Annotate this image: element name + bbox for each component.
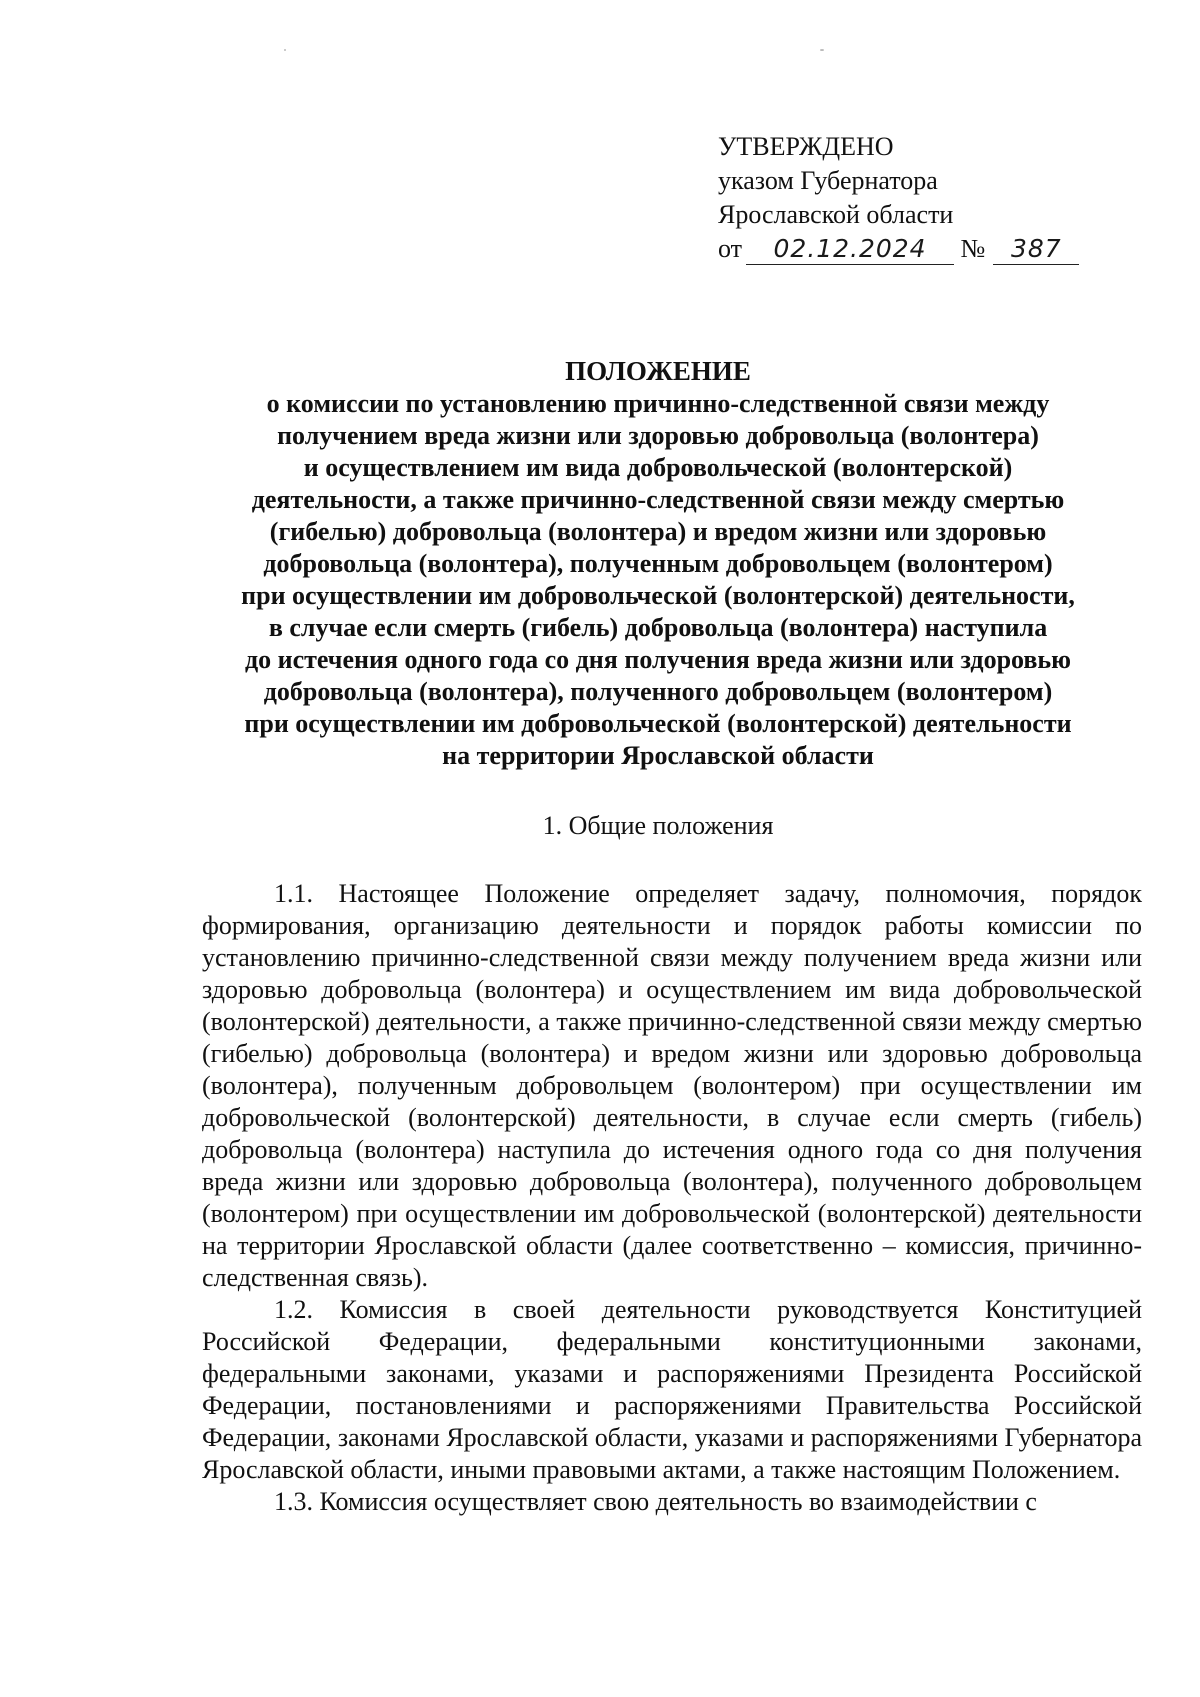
title-line: и осуществлением им вида добровольческой (волонтерской) <box>303 453 1013 482</box>
number-label: № <box>960 234 986 263</box>
approval-date-number-line <box>718 232 1079 266</box>
from-label: от <box>718 234 743 263</box>
title-line: добровольца (волонтера), полученным добровольцем (волонтером) <box>263 549 1053 578</box>
scan-speck <box>284 49 286 51</box>
section-body <box>202 878 1142 1518</box>
title-line: на территории Ярославской области <box>442 741 874 770</box>
paragraph-1-1: 1.1. Настоящее Положение определяет задачу, полномочия, порядок формирования, организацию деятельности и порядок работы комиссии по установлению причинно-следственной связи между получением вреда жизни или здоровью добровольца (волонтера) и осуществлением им вида добровольческой (волонтерской) деятельности, а также причинно-следственной связи между смертью (гибелью) добровольца (волонтера) и вредом жизни или здоровью добровольца (волонтера), полученным добровольцем (волонтером) при осуществлении им добровольческой (волонтерской) деятельности, в случае если смерть (гибель) добровольца (волонтера) наступила до истечения одного года со дня получения вреда жизни или здоровью добровольца (волонтера), полученного добровольцем (волонтером) при осуществлении им добровольческой (волонтерской) деятельности на территории Ярославской области (далее соответственно – комиссия, причинно-следственная связь). <box>202 879 1142 1292</box>
title-heading: ПОЛОЖЕНИЕ <box>565 356 751 386</box>
title-line: до истечения одного года со дня получения вреда жизни или здоровью <box>244 645 1072 674</box>
document-title <box>200 355 1116 772</box>
title-line: получением вреда жизни или здоровью добровольца (волонтера) <box>277 421 1039 450</box>
title-line: (гибелью) добровольца (волонтера) и вредом жизни или здоровью <box>269 517 1047 546</box>
title-line: при осуществлении им добровольческой (волонтерской) деятельности <box>244 709 1072 738</box>
handwritten-date: 02.12.2024 <box>746 234 954 265</box>
approval-decree: указом Губернатора <box>718 166 938 195</box>
title-line: о комиссии по установлению причинно-следственной связи между <box>266 389 1050 418</box>
handwritten-number: 387 <box>993 234 1079 265</box>
paragraph-1-3: 1.3. Комиссия осуществляет свою деятельность во взаимодействии с <box>274 1487 1037 1516</box>
approval-stamp-block <box>718 130 1079 266</box>
scan-speck <box>820 49 824 51</box>
title-line: в случае если смерть (гибель) добровольца (волонтера) наступила <box>268 613 1048 642</box>
approval-title: УТВЕРЖДЕНО <box>718 132 894 161</box>
title-line: при осуществлении им добровольческой (волонтерской) деятельности, <box>241 581 1075 610</box>
title-line: добровольца (волонтера), полученного добровольцем (волонтером) <box>263 677 1053 706</box>
paragraph-1-2: 1.2. Комиссия в своей деятельности руководствуется Конституцией Российской Федерации, федеральными конституционными законами, федеральными законами, указами и распоряжениями Президента Российской Федерации, постановлениями и распоряжениями Правительства Российской Федерации, законами Ярославской области, указами и распоряжениями Губернатора Ярославской области, иными правовыми актами, а также настоящим Положением. <box>202 1295 1142 1484</box>
section-heading: 1. Общие положения <box>542 811 774 840</box>
approval-region: Ярославской области <box>718 200 954 229</box>
title-line: деятельности, а также причинно-следственной связи между смертью <box>251 485 1065 514</box>
